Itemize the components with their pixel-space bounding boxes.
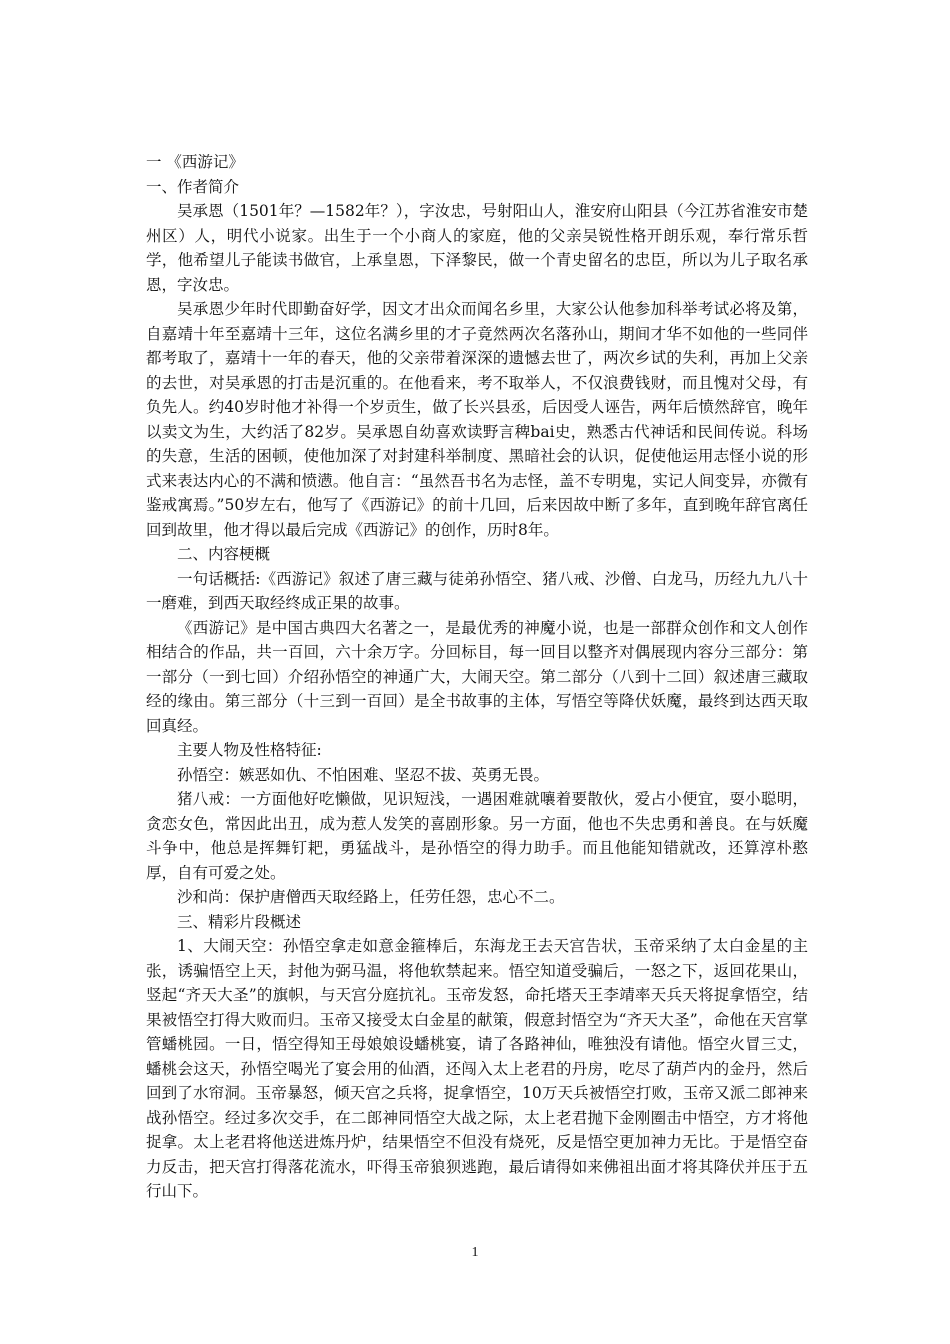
document-title: 一 《西游记》: [146, 153, 244, 171]
section-heading-highlights: 三、精彩片段概述: [177, 912, 302, 931]
paragraph-book-overview: 《西游记》是中国古典四大名著之一，是最优秀的神魔小说，也是一部群众创作和文人创作相结合的作品，共一百回，六十余万字。分回标目，每一回目以整齐对偶展现内容分三部分：第一部分（一到七回）介绍孙悟空的神通广大，大闹天空。第二部分（八到十二回）叙述唐三藏取经的缘由。第三部分（十三到一百回）是全书故事的主体，写悟空等降伏妖魔，最终到达西天取回真经。: [146, 618, 808, 735]
section-heading-author: 一、作者简介: [146, 177, 240, 196]
paragraph-author-intro: 吴承恩（1501年？—1582年？），字汝忠，号射阳山人，淮安府山阳县（今江苏省淮安市楚州区）人，明代小说家。出生于一个小商人的家庭，他的父亲吴锐性格开朗乐观，奉行常乐哲学，他希望儿子能读书做官，上承皇恩，下泽黎民，做一个青史留名的忠臣，所以为儿子取名承恩，字汝忠。: [146, 202, 808, 294]
paragraph-characters-heading: 主要人物及性格特征:: [177, 741, 322, 759]
section-heading-summary: 二、内容梗概: [177, 545, 271, 563]
document-body: [146, 150, 808, 1204]
paragraph-author-life: 吴承恩少年时代即勤奋好学，因文才出众而闻名乡里，大家公认他参加科举考试必将及第，自嘉靖十年至嘉靖十三年，这位名满乡里的才子竟然两次名落孙山，期间才华不如他的一些同伴都考取了，嘉靖十一年的春天，他的父亲带着深深的遗憾去世了，两次乡试的失利，再加上父亲的去世，对吴承恩的打击是沉重的。在他看来，考不取举人，不仅浪费钱财，而且愧对父母，有负先人。约40岁时他才补得一个岁贡生，做了长兴县丞，后因受人诬告，两年后愤然辞官，晚年以卖文为生，大约活了82岁。吴承恩自幼喜欢读野言稗bai史，熟悉古代神话和民间传说。科场的失意，生活的困顿，使他加深了对封建科举制度、黑暗社会的认识，促使他运用志怪小说的形式来表达内心的不满和愤懑。他自言：“虽然吾书名为志怪，盖不专明鬼，实记人间变异，亦微有鉴戒寓焉。”50岁左右，他写了《西游记》的前十几回，后来因故中断了多年，直到晚年辞官离任回到故里，他才得以最后完成《西游记》的创作，历时8年。: [146, 300, 808, 539]
paragraph-character-sha-heshang: 沙和尚：保护唐僧西天取经路上，任劳任怨，忠心不二。: [177, 888, 565, 906]
paragraph-character-sun-wukong: 孙悟空：嫉恶如仇、不怕困难、坚忍不拔、英勇无畏。: [177, 765, 550, 784]
paragraph-character-zhu-bajie: 猪八戒：一方面他好吃懒做，见识短浅，一遇困难就嚷着要散伙，爱占小便宜，耍小聪明，贪恋女色，常因此出丑，成为惹人发笑的喜剧形象。另一方面，他也不失忠勇和善良。在与妖魔斗争中，他总是挥舞钉耙，勇猛战斗，是孙悟空的得力助手。而且他能知错就改，还算淳朴憨厚，自有可爱之处。: [146, 790, 808, 882]
page-number: 1: [471, 1245, 479, 1260]
paragraph-one-sentence-summary: 一句话概括:《西游记》叙述了唐三藏与徒弟孙悟空、猪八戒、沙僧、白龙马，历经九九八十一磨难，到西天取经终成正果的故事。: [146, 569, 808, 612]
paragraph-havoc-in-heaven: 1、大闹天空：孙悟空拿走如意金箍棒后，东海龙王去天宫告状，玉帝采纳了太白金星的主张，诱骗悟空上天，封他为弼马温，将他软禁起来。悟空知道受骗后，一怒之下，返回花果山，竖起“齐天大圣”的旗帜，与天宫分庭抗礼。玉帝发怒，命托塔天王李靖率天兵天将捉拿悟空，结果被悟空打得大败而归。玉帝又接受太白金星的献策，假意封悟空为“齐天大圣”，命他在天宫掌管蟠桃园。一日，悟空得知王母娘娘设蟠桃宴，请了各路神仙，唯独没有请他。悟空火冒三丈，蟠桃会这天，孙悟空喝光了宴会用的仙酒，还闯入太上老君的丹房，吃尽了葫芦内的金丹，然后回到了水帘洞。玉帝暴怒，倾天宫之兵将，捉拿悟空，10万天兵被悟空打败，玉帝又派二郎神来战孙悟空。经过多次交手，在二郎神同悟空大战之际，太上老君抛下金刚圈击中悟空，方才将他捉拿。太上老君将他送进炼丹炉，结果悟空不但没有烧死，反是悟空更加神力无比。于是悟空奋力反击，把天宫打得落花流水，吓得玉帝狼狈逃跑，最后请得如来佛祖出面才将其降伏并压于五行山下。: [146, 937, 808, 1200]
